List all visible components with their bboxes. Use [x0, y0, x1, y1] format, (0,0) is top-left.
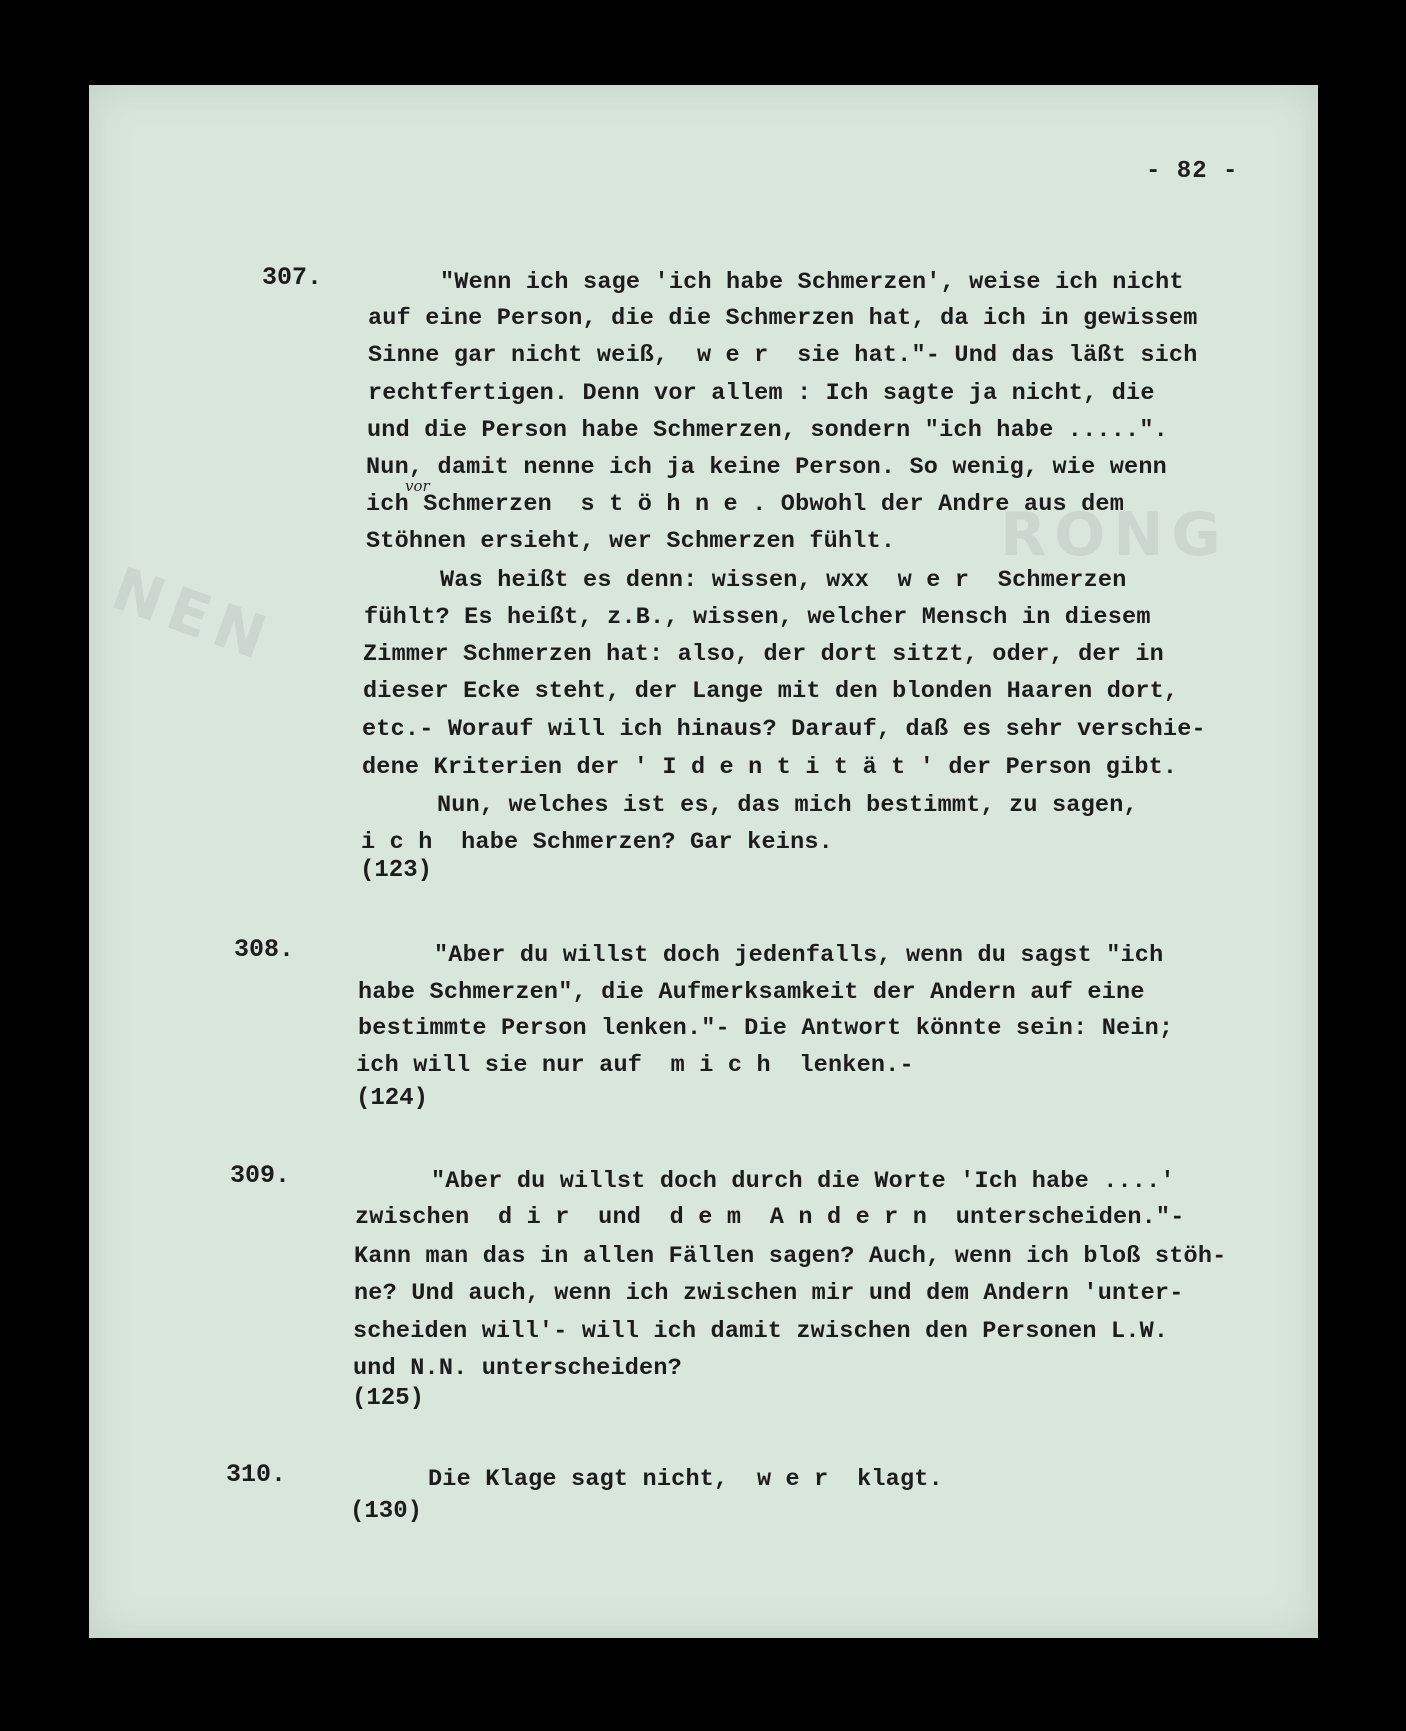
- reference-number: (125): [352, 1385, 425, 1412]
- text-line: auf eine Person, die die Schmerzen hat, da ich in gewissem: [368, 305, 1198, 332]
- entry-number: 309.: [230, 1161, 291, 1190]
- text-line: Kann man das in allen Fällen sagen? Auch, wenn ich bloß stöh-: [354, 1243, 1227, 1270]
- text-line: "Wenn ich sage 'ich habe Schmerzen', weise ich nicht: [440, 269, 1184, 296]
- text-line: Die Klage sagt nicht, w e r klagt.: [428, 1466, 943, 1493]
- reference-number: (130): [350, 1498, 423, 1525]
- text-line: zwischen d i r und d e m A n d e r n unterscheiden."-: [355, 1204, 1185, 1231]
- text-line: bestimmte Person lenken."- Die Antwort könnte sein: Nein;: [358, 1015, 1174, 1042]
- background-stamp: RONG: [1000, 500, 1229, 570]
- text-line: "Aber du willst doch durch die Worte 'Ich habe ....': [431, 1168, 1175, 1195]
- text-line: "Aber du willst doch jedenfalls, wenn du sagst "ich: [434, 942, 1164, 969]
- text-line: habe Schmerzen", die Aufmerksamkeit der Andern auf eine: [358, 979, 1145, 1006]
- entry-number: 310.: [226, 1460, 287, 1489]
- text-line: ich Schmerzen s t ö h n e . Obwohl der Andre aus dem: [366, 491, 1125, 518]
- entry-number: 308.: [234, 935, 295, 964]
- handwritten-insertion: vor: [405, 477, 430, 495]
- text-line: etc.- Worauf will ich hinaus? Darauf, daß es sehr verschie-: [362, 716, 1206, 743]
- entry-number: 307.: [262, 263, 323, 292]
- text-line: und N.N. unterscheiden?: [353, 1355, 682, 1382]
- text-line: i c h habe Schmerzen? Gar keins.: [361, 829, 833, 856]
- page-number: - 82 -: [1146, 158, 1239, 185]
- text-line: dene Kriterien der ' I d e n t i t ä t ' der Person gibt.: [362, 754, 1178, 781]
- text-line: Nun, damit nenne ich ja keine Person. So wenig, wie wenn: [366, 454, 1167, 481]
- text-line: und die Person habe Schmerzen, sondern "ich habe .....".: [367, 417, 1168, 444]
- reference-number: (123): [360, 857, 433, 884]
- text-line: rechtfertigen. Denn vor allem : Ich sagte ja nicht, die: [368, 380, 1155, 407]
- text-line: Sinne gar nicht weiß, w e r sie hat."- Und das läßt sich: [368, 342, 1198, 369]
- text-line: ich will sie nur auf m i c h lenken.-: [356, 1052, 914, 1079]
- text-line: scheiden will'- will ich damit zwischen den Personen L.W.: [353, 1318, 1169, 1345]
- text-line: fühlt? Es heißt, z.B., wissen, welcher Mensch in diesem: [364, 604, 1151, 631]
- background-stamp: NEN: [103, 553, 283, 677]
- text-line: Stöhnen ersieht, wer Schmerzen fühlt.: [366, 528, 896, 555]
- text-line: dieser Ecke steht, der Lange mit den blonden Haaren dort,: [363, 678, 1179, 705]
- text-line: Nun, welches ist es, das mich bestimmt, zu sagen,: [437, 792, 1138, 819]
- text-line: ne? Und auch, wenn ich zwischen mir und dem Andern 'unter-: [354, 1280, 1184, 1307]
- reference-number: (124): [356, 1085, 429, 1112]
- text-line: Was heißt es denn: wissen, wxx w e r Schmerzen: [440, 567, 1127, 594]
- text-line: Zimmer Schmerzen hat: also, der dort sitzt, oder, der in: [363, 641, 1164, 668]
